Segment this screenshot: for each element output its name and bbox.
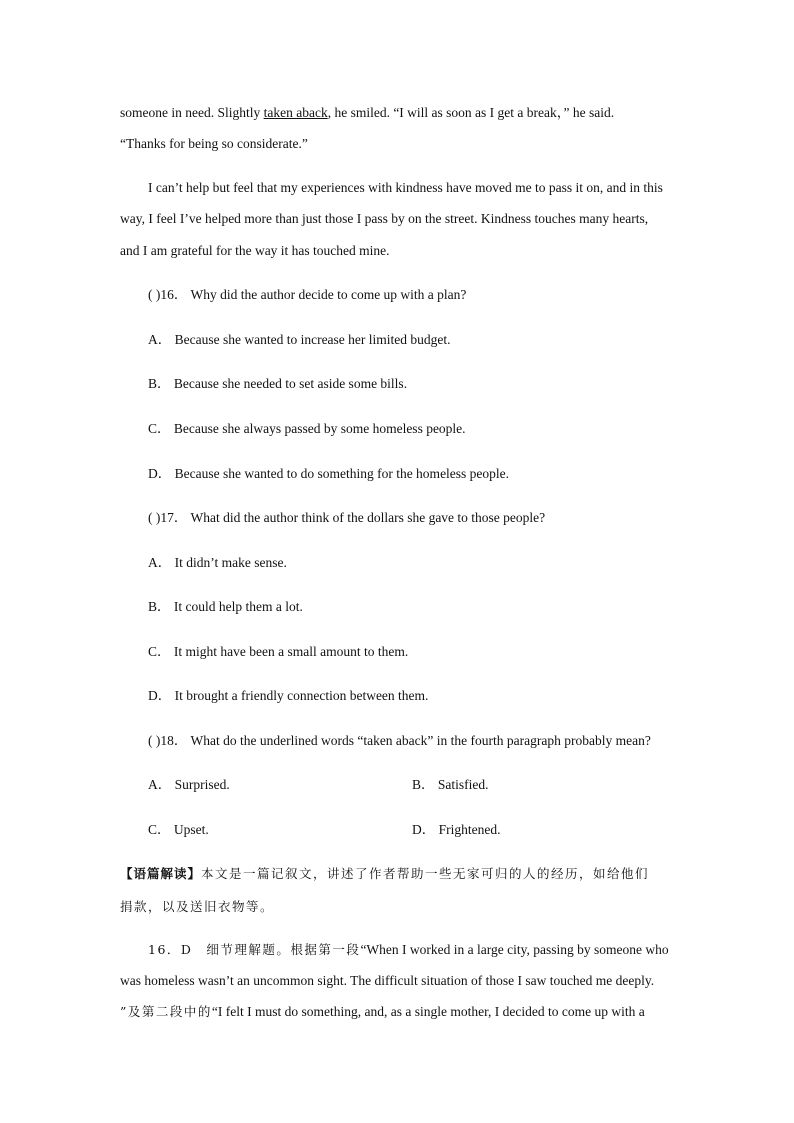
option-b: B． Because she needed to set aside some bills. xyxy=(148,376,408,391)
underlined-phrase: taken aback xyxy=(263,105,328,120)
option-c: C． It might have been a small amount to them. xyxy=(148,644,409,659)
question-stem: ( )18． What do the underlined words “taken aback” in the fourth paragraph probably mean? xyxy=(148,733,651,748)
option-c: C． Because she always passed by some homeless people. xyxy=(148,421,466,436)
analysis-line: 捐款，以及送旧衣物等。 xyxy=(120,899,275,914)
question-stem: ( )16． Why did the author decide to come up with a plan? xyxy=(148,287,467,302)
passage-line: way, I feel I’ve helped more than just those I pass by on the street. Kindness touches many hearts, xyxy=(120,211,649,226)
option-c: C． Upset. xyxy=(148,822,209,837)
passage-line: and I am grateful for the way it has touched mine. xyxy=(120,243,390,258)
option-d: D． Because she wanted to do something for the homeless people. xyxy=(148,466,510,481)
passage-line: “Thanks for being so considerate.” xyxy=(120,136,308,151)
analysis-heading: 【语篇解读】 xyxy=(120,866,202,881)
option-a: A． Surprised. xyxy=(148,777,230,792)
option-d: D． Frightened. xyxy=(412,822,501,837)
answer-line: was homeless wasn’t an uncommon sight. The difficult situation of those I saw touched me deeply. xyxy=(120,973,655,988)
passage-line: I can’t help but feel that my experiences with kindness have moved me to pass it on, and in this xyxy=(148,180,663,195)
option-a: A． It didn’t make sense. xyxy=(148,555,287,570)
question-stem: ( )17． What did the author think of the dollars she gave to those people? xyxy=(148,510,546,525)
option-b: B． It could help them a lot. xyxy=(148,599,303,614)
option-d: D． It brought a friendly connection between them. xyxy=(148,688,429,703)
option-b: B． Satisfied. xyxy=(412,777,489,792)
answer-line: ”及第二段中的“I felt I must do something, and, as a single mother, I decided to come up with a xyxy=(120,1004,645,1019)
analysis-line: 【语篇解读】本文是一篇记叙文，讲述了作者帮助一些无家可归的人的经历，如给他们 xyxy=(120,866,650,881)
option-a: A． Because she wanted to increase her limited budget. xyxy=(148,332,451,347)
answer-line: 16．D 细节理解题。根据第一段“When I worked in a large city, passing by someone who xyxy=(148,942,669,957)
passage-line: someone in need. Slightly taken aback, he smiled. “I will as soon as I get a break，” he said. xyxy=(120,105,615,120)
